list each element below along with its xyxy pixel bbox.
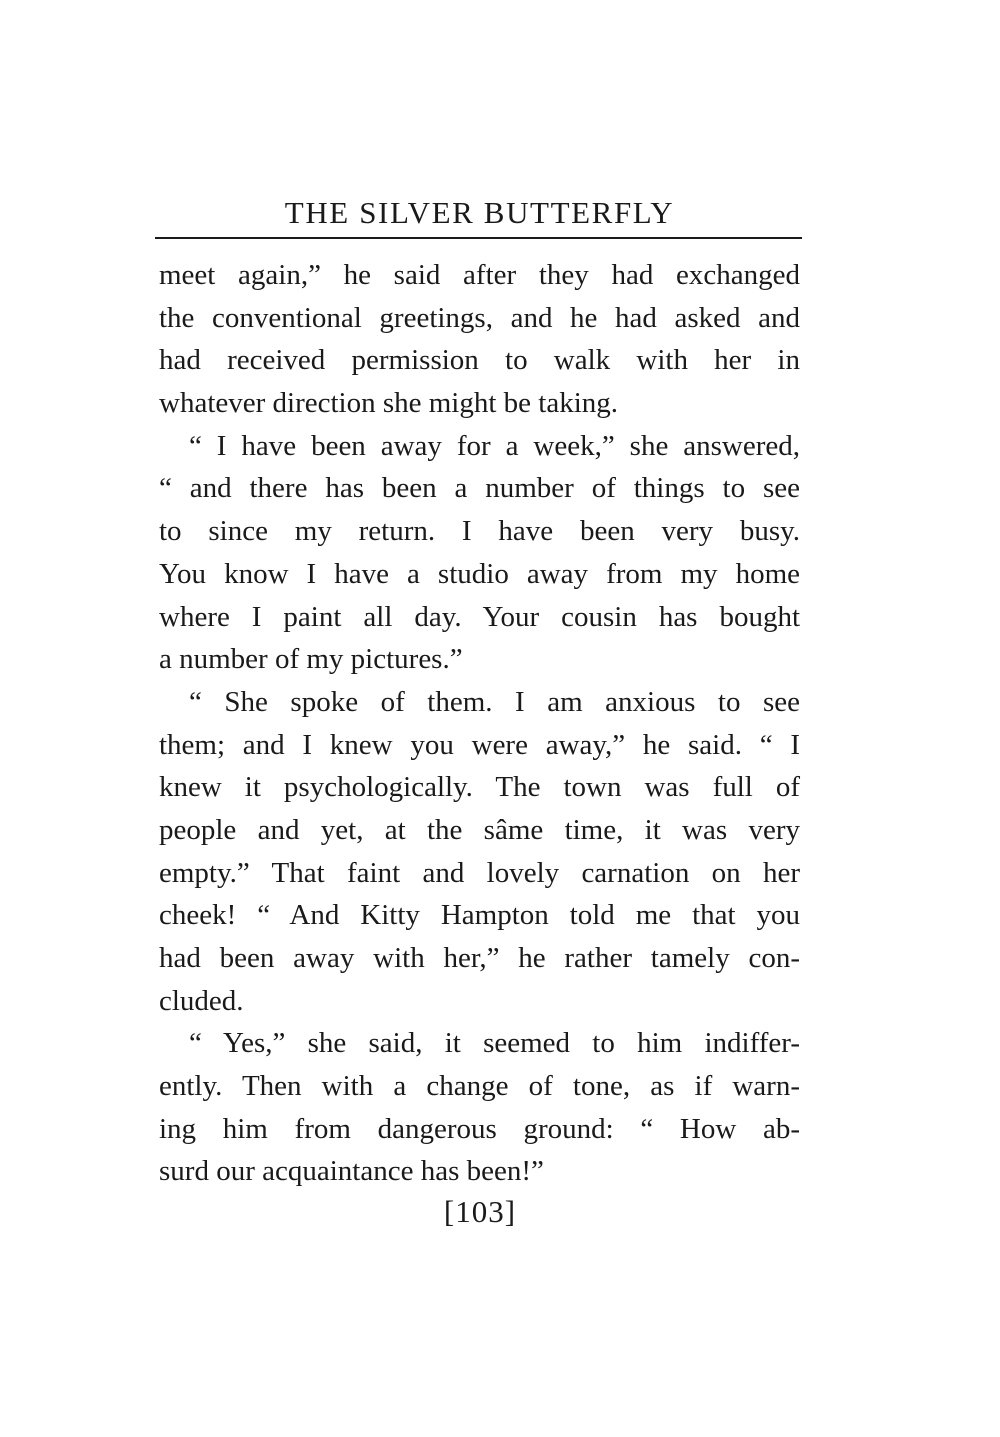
text-line: had received permission to walk with her in [159, 344, 800, 377]
text-line: ing him from dangerous ground: “ How ab- [159, 1112, 800, 1145]
text-line: whatever direction she might be taking. [159, 387, 619, 420]
text-line: cluded. [159, 984, 244, 1017]
text-line: knew it psychologically. The town was full of [159, 771, 800, 804]
text-line: had been away with her,” he rather tamely con- [159, 942, 800, 974]
page-number: [103] [443, 1194, 517, 1229]
text-line: where I paint all day. Your cousin has bought [159, 600, 800, 633]
text-line: the conventional greetings, and he had asked and [159, 301, 800, 334]
running-head: THE SILVER BUTTERFLY [284, 195, 675, 230]
text-line: them; and I knew you were away,” he said. “ I [159, 728, 800, 761]
text-line: cheek! “ And Kitty Hampton told me that you [159, 899, 800, 932]
text-line: “ She spoke of them. I am anxious to see [189, 685, 800, 718]
body-text [159, 254, 800, 1193]
text-line: people and yet, at the sâme time, it was very [159, 813, 800, 846]
text-line: “ and there has been a number of things to see [159, 472, 800, 505]
text-line: to since my return. I have been very busy. [159, 515, 800, 548]
text-line: “ I have been away for a week,” she answered, [189, 429, 800, 462]
text-line: “ Yes,” she said, it seemed to him indiffer- [189, 1027, 800, 1060]
text-line: meet again,” he said after they had exchanged [159, 259, 800, 291]
text-line: a number of my pictures.” [159, 643, 463, 676]
text-line: You know I have a studio away from my home [159, 557, 800, 590]
text-line: ently. Then with a change of tone, as if warn- [159, 1070, 800, 1103]
header-rule [155, 237, 802, 239]
text-line: surd our acquaintance has been!” [159, 1155, 544, 1188]
text-line: empty.” That faint and lovely carnation on her [159, 856, 800, 889]
